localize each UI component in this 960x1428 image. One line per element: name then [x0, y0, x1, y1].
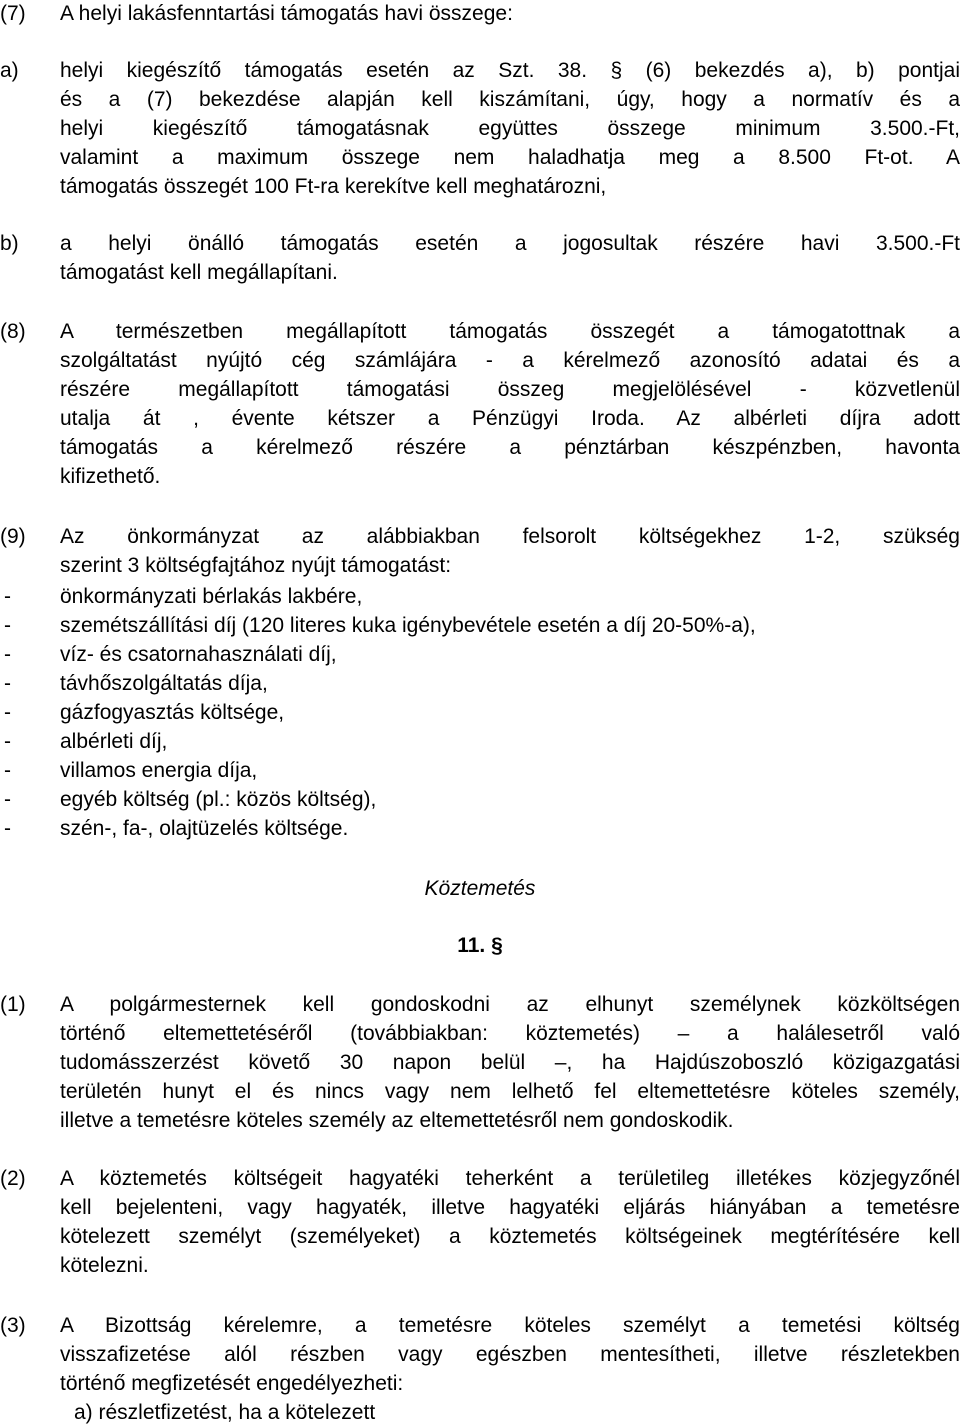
list-item [0, 785, 960, 814]
paragraph-number: (1) [0, 993, 26, 1016]
text-line: és a (7) bekezdése alapján kell kiszámítani, úgy, hogy a normatív és a [60, 88, 960, 111]
text-line: történő eltemettetéséről (továbbiakban: köztemetés) – a halálesetről való [60, 1022, 960, 1045]
list-item [0, 814, 960, 843]
text-line: területén hunyt el és nincs vagy nem lelhető fel eltemettetésre köteles személy, [60, 1080, 960, 1103]
list-bullet: - [4, 643, 11, 666]
item-letter: b) [0, 232, 19, 255]
list-item-text: villamos energia díja, [60, 759, 258, 782]
list-item [0, 640, 960, 669]
list-bullet: - [4, 585, 11, 608]
paragraph-text [60, 317, 960, 491]
paragraph-text [60, 1164, 960, 1280]
list-item-text: gázfogyasztás költsége, [60, 701, 285, 724]
paragraph-text [60, 522, 960, 580]
text-line: a helyi önálló támogatás esetén a jogosultak részére havi 3.500.-Ft [60, 232, 960, 255]
item-text [60, 229, 960, 287]
list-bullet: - [4, 672, 11, 695]
item-letter: a) [0, 59, 19, 82]
paragraph-number: (9) [0, 525, 26, 548]
text-line: visszafizetése alól részben vagy egészben mentesítheti, illetve részletekben [60, 1343, 960, 1366]
list-item [0, 756, 960, 785]
text-line: A köztemetés költségeit hagyatéki teherként a területileg illetékes közjegyzőnél [60, 1167, 960, 1190]
item-text [60, 56, 960, 201]
text-line: támogatás összegét 100 Ft-ra kerekítve kell meghatározni, [60, 175, 607, 198]
text-line: A polgármesternek kell gondoskodni az elhunyt személynek közköltségen [60, 993, 960, 1016]
text-line: tudomásszerzést követő 30 napon belül –, ha Hajdúszoboszló közigazgatási [60, 1051, 960, 1074]
text-line: szerint 3 költségfajtához nyújt támogatást: [60, 554, 452, 577]
text-line: szolgáltatást nyújtó cég számlájára - a kérelmező azonosító adatai és a [60, 349, 960, 372]
text-line: Az önkormányzat az alábbiakban felsorolt költségekhez 1-2, szükség [60, 525, 960, 548]
list-item [0, 611, 960, 640]
section-number: 11. § [457, 934, 503, 957]
paragraph-number: (3) [0, 1314, 26, 1337]
list-bullet: - [4, 759, 11, 782]
list-item [0, 582, 960, 611]
list-item [0, 727, 960, 756]
list-bullet: - [4, 614, 11, 637]
text-line: részére megállapított támogatási összeg megjelölésével - közvetlenül [60, 378, 960, 401]
list-item-text: szén-, fa-, olajtüzelés költsége. [60, 817, 349, 840]
list-item [0, 669, 960, 698]
paragraph-title: A helyi lakásfenntartási támogatás havi összege: [60, 2, 513, 25]
text-line: helyi kiegészítő támogatásnak együttes összege minimum 3.500.-Ft, [60, 117, 960, 140]
paragraph-number: (2) [0, 1167, 26, 1190]
text-line: kötelezett személyt (személyeket) a köztemetés költségeinek megtérítésére kell [60, 1225, 960, 1248]
list-bullet: - [4, 730, 11, 753]
text-line: illetve a temetésre köteles személy az eltemettetésről nem gondoskodik. [60, 1109, 734, 1132]
text-line: kötelezni. [60, 1254, 149, 1277]
list-bullet: - [4, 788, 11, 811]
text-line: helyi kiegészítő támogatás esetén az Szt. 38. § (6) bekezdés a), b) pontjai [60, 59, 960, 82]
paragraph-text [60, 1311, 960, 1427]
list-item-text: távhőszolgáltatás díja, [60, 672, 268, 695]
list-bullet: - [4, 701, 11, 724]
list-item-text: szemétszállítási díj (120 literes kuka igénybevétele esetén a díj 20-50%-a), [60, 614, 756, 637]
section-title: Köztemetés [424, 877, 536, 900]
text-line: utalja át , évente kétszer a Pénzügyi Iroda. Az albérleti díjra adott [60, 407, 960, 430]
text-line: kifizethető. [60, 465, 161, 488]
list-bullet: - [4, 817, 11, 840]
text-line: támogatás a kérelmező részére a pénztárban készpénzben, havonta [60, 436, 960, 459]
text-line: a) részletfizetést, ha a kötelezett [74, 1401, 376, 1424]
text-line: támogatást kell megállapítani. [60, 261, 338, 284]
list-item-text: egyéb költség (pl.: közös költség), [60, 788, 377, 811]
text-line: A természetben megállapított támogatás összegét a támogatottnak a [60, 320, 960, 343]
text-line: kell bejelenteni, vagy hagyaték, illetve hagyatéki eljárás hiányában a temetésre [60, 1196, 960, 1219]
paragraph-number: (8) [0, 320, 26, 343]
text-line: valamint a maximum összege nem haladhatja meg a 8.500 Ft-ot. A [60, 146, 960, 169]
paragraph-text [60, 990, 960, 1135]
list-item-text: önkormányzati bérlakás lakbére, [60, 585, 363, 608]
list-item [0, 698, 960, 727]
text-line: történő megfizetését engedélyezheti: [60, 1372, 404, 1395]
list-item-text: albérleti díj, [60, 730, 168, 753]
paragraph-number: (7) [0, 2, 26, 25]
list-item-text: víz- és csatornahasználati díj, [60, 643, 337, 666]
text-line: A Bizottság kérelemre, a temetésre köteles személyt a temetési költség [60, 1314, 960, 1337]
